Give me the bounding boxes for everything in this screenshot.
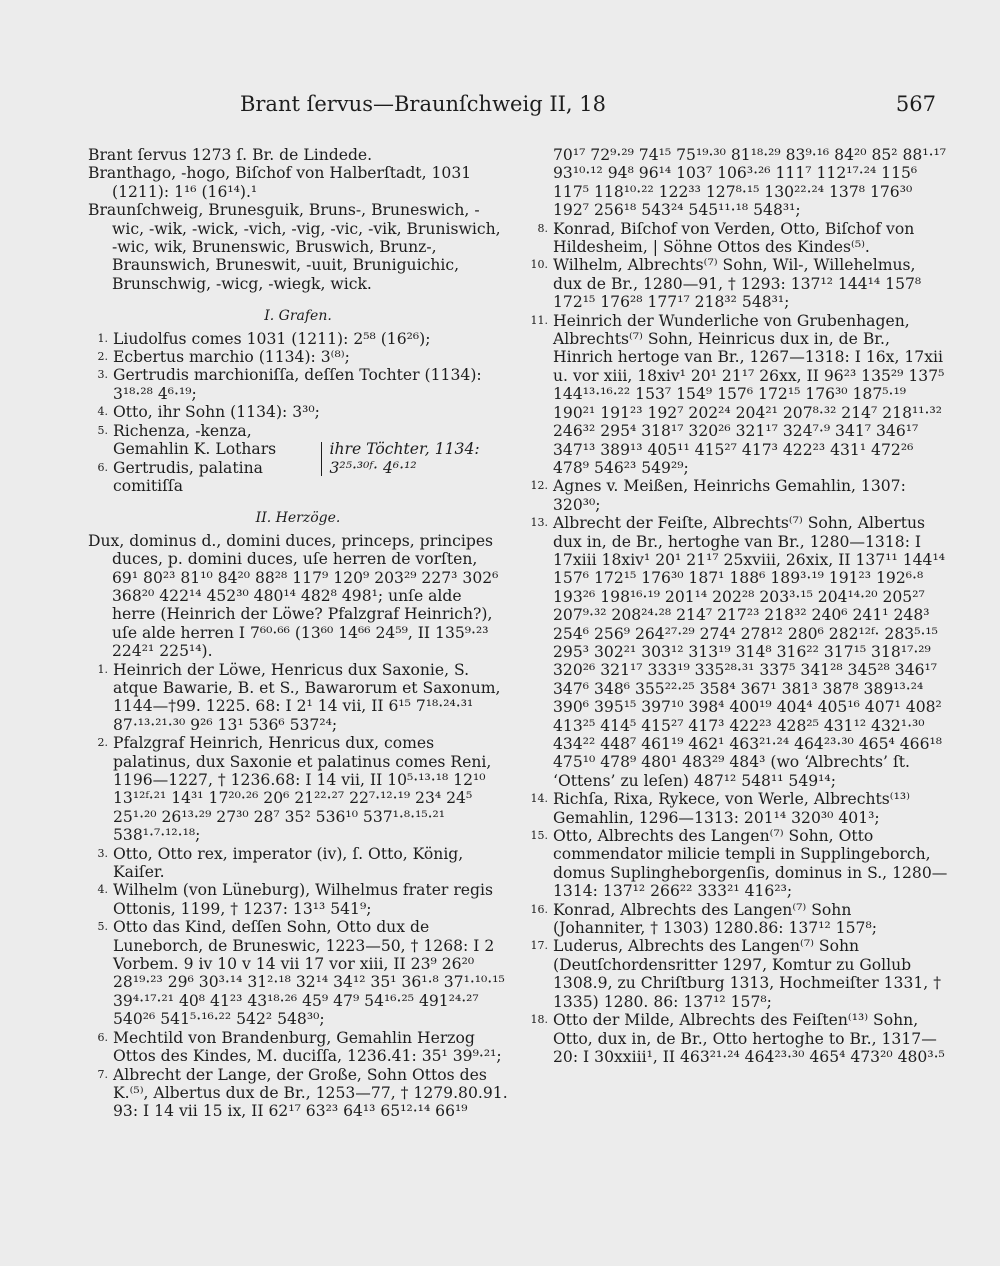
item-number: 5. bbox=[97, 920, 108, 934]
list-item bbox=[528, 514, 948, 790]
brace-group-daughters bbox=[88, 422, 508, 496]
list-item bbox=[528, 827, 948, 901]
list-item bbox=[88, 1029, 508, 1066]
list-item bbox=[88, 422, 317, 459]
list-item bbox=[88, 881, 508, 918]
entry-branthago: Branthago, -hogo, Biſchof von Halberſtadt, 1031 (1211): 1¹⁶ (16¹⁴).¹ bbox=[88, 164, 472, 201]
item-number: 7. bbox=[97, 1067, 108, 1081]
item-number: 16. bbox=[530, 902, 548, 916]
item-text: Heinrich der Wunderliche von Grubenhagen, Albrechts⁽⁷⁾ Sohn, Heinricus dux in, de Br., Hinrich hertoge van Br., 1267—1318: I 16x, 17xii u. vor xiii, 18xiv¹ 20¹ 21¹⁷ 26xx, II 96²³ 135²⁹ 137⁵ 144¹³·¹⁶·²² 153⁷ 154⁹ 157⁶ 172¹⁵ 176³⁰ 187⁵·¹⁹ 190²¹ 191²³ 192⁷ 202²⁴ 204²¹ 207⁸·³² 214⁷ 218¹¹·³² 246³² 295⁴ 318¹⁷ 320²⁶ 321¹⁷ 324⁷·⁹ 341⁷ 346¹⁷ 347¹³ 389¹³ 405¹¹ 415²⁷ 417³ 422²³ 431¹ 472²⁶ 478⁹ 546²³ 549²⁹; bbox=[553, 311, 945, 477]
item-text: Albrecht der Lange, der Große, Sohn Ottos des K.⁽⁵⁾, Albertus dux de Br., 1253—77, † 1279.80.91. 93: I 14 vii 15 ix, II 62¹⁷ 63²³ 64¹³ 65¹²·¹⁴ 66¹⁹ bbox=[113, 1065, 508, 1121]
item-number: 8. bbox=[537, 221, 548, 235]
brace-right-text: ihre Töchter, 1134: 3²⁵·³⁰ᶠ· 4⁶·¹² bbox=[321, 442, 508, 476]
item-text: Liudolfus comes 1031 (1211): 2⁵⁸ (16²⁶); bbox=[113, 329, 431, 348]
header-title: Brant ſervus—Braunſchweig II, 18 bbox=[239, 92, 606, 116]
list-item bbox=[88, 348, 508, 366]
item-number: 3. bbox=[97, 846, 108, 860]
section-heading-grafen: I. Grafen. bbox=[264, 308, 332, 325]
item-text: Wilhelm, Albrechts⁽⁷⁾ Sohn, Wil-, Willehelmus, dux de Br., 1280—91, † 1293: 137¹² 144¹⁴ 157⁸ 172¹⁵ 176²⁸ 177¹⁷ 218³² 548³¹; bbox=[553, 256, 922, 312]
running-header bbox=[90, 92, 936, 126]
item-number: 4. bbox=[97, 883, 108, 897]
list-item bbox=[528, 312, 948, 478]
item-text: 70¹⁷ 72⁹·²⁹ 74¹⁵ 75¹⁹·³⁰ 81¹⁸·²⁹ 83⁹·¹⁶ 84²⁰ 85² 88¹·¹⁷ 93¹⁰·¹² 94⁸ 96¹⁴ 103⁷ 106³·²⁶ 111⁷ 112¹⁷·²⁴ 115⁶ 117⁵ 118¹⁰·²² 122³³ 127⁸·¹⁵ 130²²·²⁴ 137⁸ 176³⁰ 192⁷ 256¹⁸ 543²⁴ 545¹¹·¹⁸ 548³¹; bbox=[553, 146, 947, 220]
item-text: Richſa, Rixa, Rykece, von Werle, Albrechts⁽¹³⁾ Gemahlin, 1296—1313: 201¹⁴ 320³⁰ 401³; bbox=[553, 790, 910, 827]
item-text: Otto, Otto rex, imperator (iv), ſ. Otto, König, Kaiſer. bbox=[113, 844, 464, 882]
item-number: 6. bbox=[97, 1030, 108, 1044]
list-item bbox=[88, 403, 508, 421]
list-item bbox=[88, 918, 508, 1028]
item-number: 13. bbox=[530, 516, 548, 530]
list-item bbox=[88, 734, 508, 844]
item-number: 5. bbox=[97, 423, 108, 437]
item-text: Wilhelm (von Lüneburg), Wilhelmus frater regis Ottonis, 1199, † 1237: 13¹³ 541⁹; bbox=[113, 881, 493, 918]
brace-left bbox=[88, 422, 317, 496]
item-number: 1. bbox=[97, 662, 108, 676]
item-text: Mechtild von Brandenburg, Gemahlin Herzog Ottos des Kindes, M. duciſſa, 1236.41: 35¹ 39⁹·²¹; bbox=[113, 1028, 502, 1066]
left-column bbox=[88, 146, 508, 1121]
item-text: Agnes v. Meißen, Heinrichs Gemahlin, 1307: 320³⁰; bbox=[553, 477, 906, 514]
entry-dux: Dux, dominus d., domini duces, princeps, principes duces, p. domini duces, uſe herren de vorſten, 69¹ 80²³ 81¹⁰ 84²⁰ 88²⁸ 117⁹ 120⁹ 203²⁹ 227³ 302⁶ 368²⁰ 422¹⁴ 452³⁰ 480¹⁴ 482⁸ 498¹; unſe alde herre (Heinrich der Löwe? Pfalzgraf Heinrich?), uſe alde herren I 7⁶⁰·⁶⁶ (13⁶⁰ 14⁶⁶ 24⁵⁹, II 135⁹·²³ 224²¹ 225¹⁴). bbox=[88, 531, 499, 661]
item-number: 17. bbox=[530, 939, 548, 953]
list-item bbox=[88, 661, 508, 735]
continuation-text bbox=[528, 146, 948, 220]
list-item bbox=[528, 790, 948, 827]
item-text: Gertrudis, palatina comitiſſa bbox=[113, 458, 263, 495]
list-item bbox=[88, 330, 508, 348]
item-text: Richenza, -kenza, Gemahlin K. Lothars bbox=[113, 421, 277, 459]
item-text: Otto der Milde, Albrechts des Feiſten⁽¹³⁾ Sohn, Otto, dux in, de Br., Otto hertoghe to Br., 1317—20: I 30xxiii¹, II 463²¹·²⁴ 464²³·³⁰ 465⁴ 473²⁰ 480³·⁵ bbox=[553, 1011, 945, 1066]
list-item bbox=[528, 477, 948, 514]
item-text: Otto, Albrechts des Langen⁽⁷⁾ Sohn, Otto commendator milicie templi in Supplingeborch, domus Suplingheborgenſis, dominus in S., 1280—1314: 137¹² 266²² 333²¹ 416²³; bbox=[553, 827, 948, 901]
item-text: Luderus, Albrechts des Langen⁽⁷⁾ Sohn (Deutſchordensritter 1297, Komtur zu Gollub 1308.9, zu Chriſtburg 1313, Hochmeiſter 1331, † 1335) 1280. 86: 137¹² 157⁸; bbox=[553, 937, 942, 1011]
item-number: 12. bbox=[530, 479, 548, 493]
item-number: 1. bbox=[97, 331, 108, 345]
item-number: 6. bbox=[97, 460, 108, 474]
item-text: Albrecht der Feiſte, Albrechts⁽⁷⁾ Sohn, Albertus dux in, de Br., hertoghe van Br., 1280—1318: I 17xiii 18xiv¹ 20¹ 21¹⁷ 25xviii, 26xix, II 137¹¹ 144¹⁴ 157⁶ 172¹⁵ 176³⁰ 187¹ 188⁶ 189³·¹⁹ 191²³ 192⁶·⁸ 193²⁶ 198¹⁶·¹⁹ 201¹⁴ 202²⁸ 203³·¹⁵ 204¹⁴·²⁰ 205²⁷ 207⁹·³² 208²⁴·²⁸ 214⁷ 217²³ 218³² 240⁶ 241¹ 248³ 254⁶ 256⁹ 264²⁷·²⁹ 274⁴ 278¹² 280⁶ 282¹²ᶠ· 283⁵·¹⁵ 295³ 302²¹ 303¹² 313¹⁹ 314⁸ 316²² 317¹⁵ 318¹⁷·²⁹ 320²⁶ 321¹⁷ 333¹⁹ 335²⁸·³¹ 337⁵ 341²⁸ 345²⁸ 346¹⁷ 347⁶ 348⁶ 355²²·²⁵ 358⁴ 367¹ 381³ 387⁸ 389¹³·²⁴ 390⁶ 395¹⁵ 397¹⁰ 398⁴ 400¹⁹ 404⁴ 405¹⁶ 407¹ 408² 413²⁵ 414⁵ 415²⁷ 417³ 422²³ 428²⁵ 431¹² 432¹·³⁰ 434²² 448⁷ 461¹⁹ 462¹ 463²¹·²⁴ 464²³·³⁰ 465⁴ 466¹⁸ 475¹⁰ 478⁹ 480¹ 483²⁹ 484³ (wo ‘Albrechts’ ſt. ‘Ottens’ zu leſen) 487¹² 548¹¹ 549¹⁴; bbox=[553, 514, 945, 790]
entry-braunschweig: Braunſchweig, Brunesguik, Bruns-, Bruneswich, -wic, -wik, -wick, -vich, -vig, -vic, -vik, Bruniswich, -wic, wik, Brunenswic, Bruswich, Brunz-, Braunswich, Bruneswit, -uuit, Bruniguichic, Brunschwig, -wicg, -wiegk, wick. bbox=[88, 201, 501, 293]
list-item bbox=[528, 256, 948, 311]
list-item bbox=[528, 937, 948, 1011]
item-number: 3. bbox=[97, 368, 108, 382]
item-text: Otto, ihr Sohn (1134): 3³⁰; bbox=[113, 403, 320, 422]
item-text: Gertrudis marchioniſſa, deſſen Tochter (1134): 3¹⁸·²⁸ 4⁶·¹⁹; bbox=[113, 366, 482, 403]
list-item bbox=[88, 1066, 508, 1121]
item-text: Ecbertus marchio (1134): 3⁽⁸⁾; bbox=[113, 348, 350, 367]
page-number: 567 bbox=[895, 92, 936, 116]
item-text: Heinrich der Löwe, Henricus dux Saxonie, S. atque Bawarie, B. et S., Bawarorum et Saxonum, 1144—†99. 1225. 68: I 2¹ 14 vii, II 6¹⁵ 7¹⁸·²⁴·³¹ 87·¹³·²¹·³⁰ 9²⁶ 13¹ 536⁶ 537²⁴; bbox=[113, 660, 501, 734]
list-item bbox=[88, 459, 317, 496]
list-item bbox=[528, 220, 948, 257]
item-number: 11. bbox=[530, 313, 548, 327]
item-number: 2. bbox=[97, 350, 108, 364]
entry-brant-servus: Brant ſervus 1273 ſ. Br. de Lindede. bbox=[88, 146, 373, 164]
item-text: Otto das Kind, deſſen Sohn, Otto dux de Luneborch, de Bruneswic, 1223—50, † 1268: I 2 Vorbem. 9 iv 10 v 14 vii 17 vor xiii, II 23⁹ 26²⁰ 28¹⁹·²³ 29⁶ 30³·¹⁴ 31²·¹⁸ 32¹⁴ 34¹² 35¹ 36¹·⁸ 37¹·¹⁰·¹⁵ 39⁴·¹⁷·²¹ 40⁸ 41²³ 43¹⁸·²⁶ 45⁹ 47⁹ 54¹⁶·²⁵ 491²⁴·²⁷ 540²⁶ 541⁵·¹⁶·²² 542² 548³⁰; bbox=[113, 918, 505, 1029]
item-number: 2. bbox=[97, 736, 108, 750]
item-number: 4. bbox=[97, 405, 108, 419]
list-item bbox=[88, 366, 508, 403]
item-number: 14. bbox=[530, 792, 548, 806]
item-text: Pfalzgraf Heinrich, Henricus dux, comes palatinus, dux Saxonie et palatinus comes Reni, 1196—1227, † 1236.68: I 14 vii, II 10⁵·¹³·¹⁸ 12¹⁰ 13¹²ᶠ·²¹ 14³¹ 17²⁰·²⁶ 20⁶ 21²²·²⁷ 22⁷·¹²·¹⁹ 23⁴ 24⁵ 25¹·²⁰ 26¹³·²⁹ 27³⁰ 28⁷ 35² 536¹⁰ 537¹·⁸·¹⁵·²¹ 538¹·⁷·¹²·¹⁸; bbox=[113, 734, 492, 845]
list-item bbox=[528, 1011, 948, 1066]
right-column bbox=[528, 146, 948, 1066]
list-item bbox=[88, 845, 508, 882]
item-number: 15. bbox=[530, 829, 548, 843]
item-number: 10. bbox=[530, 258, 548, 272]
item-number: 18. bbox=[530, 1013, 548, 1027]
list-item bbox=[528, 901, 948, 938]
item-text: Konrad, Biſchof von Verden, Otto, Biſchof von Hildesheim, | Söhne Ottos des Kindes⁽⁵⁾. bbox=[553, 219, 915, 257]
item-text: Konrad, Albrechts des Langen⁽⁷⁾ Sohn (Johanniter, † 1303) 1280.86: 137¹² 157⁸; bbox=[553, 900, 877, 938]
section-heading-herzoege: II. Herzöge. bbox=[255, 510, 341, 527]
